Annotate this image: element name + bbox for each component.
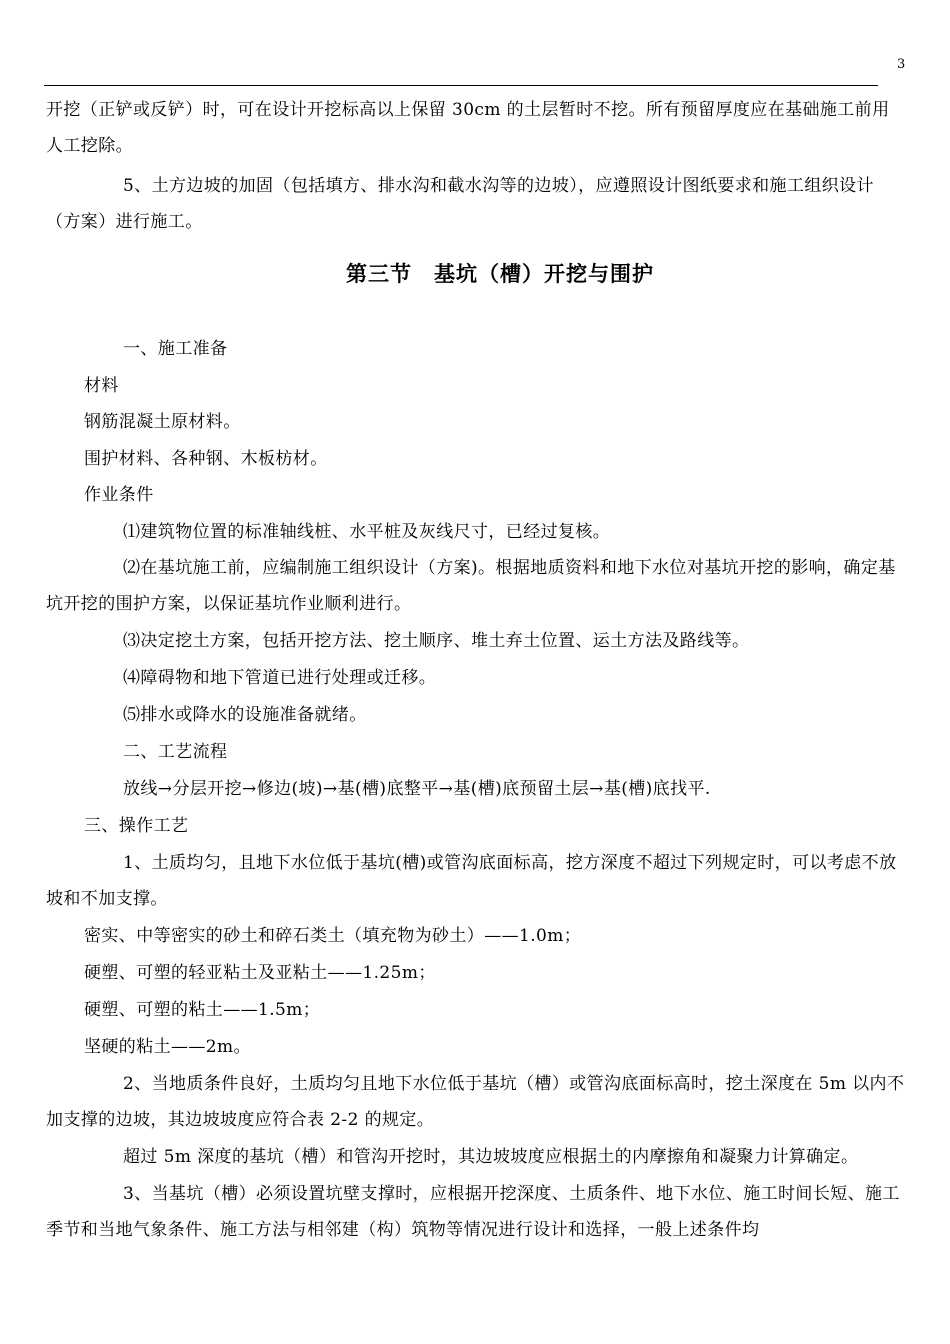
paragraph-slope-reinforcement: 5、土方边坡的加固（包括填方、排水沟和截水沟等的边坡），应遵照设计图纸要求和施工组织设计（方案）进行施工。 bbox=[46, 176, 874, 232]
heading-conditions: 作业条件 bbox=[84, 485, 154, 505]
paragraph-over-5m: 超过 5m 深度的基坑（槽）和管沟开挖时，其边坡坡度应根据土的内摩擦角和凝聚力计算确定。 bbox=[123, 1147, 859, 1167]
heading-preparation: 一、施工准备 bbox=[123, 339, 228, 359]
heading-process-flow: 二、工艺流程 bbox=[123, 742, 228, 762]
header-rule bbox=[44, 85, 878, 86]
list-item: ⑶决定挖土方案，包括开挖方法、挖土顺序、堆土弃土位置、运土方法及路线等。 bbox=[123, 631, 750, 651]
list-item: 坚硬的粘土——2m。 bbox=[84, 1037, 251, 1057]
heading-operation: 三、操作工艺 bbox=[84, 816, 189, 836]
list-item: 围护材料、各种钢、木板枋材。 bbox=[84, 449, 328, 469]
page-number: 3 bbox=[897, 57, 906, 72]
section-title: 第三节 基坑（槽）开挖与围护 bbox=[346, 262, 654, 286]
paragraph-item-2: 2、当地质条件良好，土质均匀且地下水位低于基坑（槽）或管沟底面标高时，挖土深度在 5m 以内不加支撑的边坡，其边坡坡度应符合表 2-2 的规定。 bbox=[46, 1074, 905, 1130]
list-item: 硬塑、可塑的粘土——1.5m； bbox=[84, 1000, 321, 1020]
paragraph-item-1: 1、土质均匀，且地下水位低于基坑(槽)或管沟底面标高，挖方深度不超过下列规定时，可以考虑不放坡和不加支撑。 bbox=[46, 853, 897, 909]
list-item: 硬塑、可塑的轻亚粘土及亚粘土——1.25m； bbox=[84, 963, 436, 983]
list-item: 密实、中等密实的砂土和碎石类土（填充物为砂土）——1.0m； bbox=[84, 926, 582, 946]
paragraph-continuation: 开挖（正铲或反铲）时，可在设计开挖标高以上保留 30cm 的土层暂时不挖。所有预留厚度应在基础施工前用人工挖除。 bbox=[46, 100, 890, 156]
paragraph-item-3: 3、当基坑（槽）必须设置坑壁支撑时，应根据开挖深度、土质条件、地下水位、施工时间长短、施工季节和当地气象条件、施工方法与相邻建（构）筑物等情况进行设计和选择，一般上述条件均 bbox=[46, 1184, 900, 1240]
process-flow-text: 放线→分层开挖→修边(坡)→基(槽)底整平→基(槽)底预留土层→基(槽)底找平. bbox=[123, 779, 711, 799]
list-item: ⑴建筑物位置的标准轴线桩、水平桩及灰线尺寸，已经过复核。 bbox=[123, 522, 611, 542]
list-item: ⑵在基坑施工前，应编制施工组织设计（方案)。根据地质资料和地下水位对基坑开挖的影响，确定基坑开挖的围护方案，以保证基坑作业顺利进行。 bbox=[46, 558, 896, 614]
list-item: ⑸排水或降水的设施准备就绪。 bbox=[123, 705, 367, 725]
heading-materials: 材料 bbox=[84, 376, 119, 396]
list-item: ⑷障碍物和地下管道已进行处理或迁移。 bbox=[123, 668, 437, 688]
list-item: 钢筋混凝土原材料。 bbox=[84, 412, 241, 432]
